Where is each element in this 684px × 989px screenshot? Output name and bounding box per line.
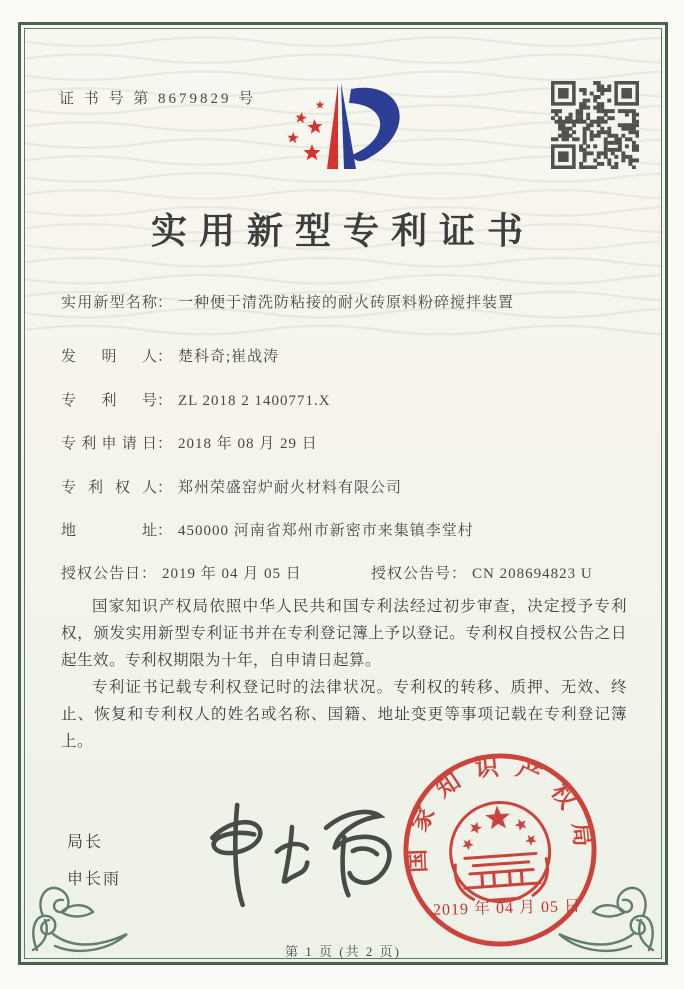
field-colon: ： bbox=[451, 566, 467, 582]
certificate-frame bbox=[18, 22, 668, 965]
seal-date: 2019 年 04 月 05 日 bbox=[432, 898, 582, 919]
field-value: 450000 河南省郑州市新密市来集镇李堂村 bbox=[178, 523, 474, 539]
page-footer: 第 1 页 (共 2 页) bbox=[285, 944, 401, 958]
field-colon: ： bbox=[157, 295, 173, 311]
certificate-inner-border bbox=[24, 28, 662, 959]
field-value: 一种便于清洗防粘接的耐火砖原料粉碎搅拌装置 bbox=[178, 295, 515, 311]
director-name: 申长雨 bbox=[67, 871, 122, 888]
certificate-title: 实用新型专利证书 bbox=[150, 211, 535, 251]
field-value: ZL 2018 2 1400771.X bbox=[178, 393, 331, 409]
field-colon: ： bbox=[157, 523, 173, 539]
field-colon: ： bbox=[141, 566, 157, 582]
field-label: 发明人 bbox=[61, 349, 157, 365]
field-colon: ： bbox=[157, 393, 173, 409]
field-row-patentee bbox=[61, 476, 631, 497]
field-value: 楚科奇;崔战涛 bbox=[178, 349, 280, 365]
grant-date-value: 2019 年 04 月 05 日 bbox=[162, 566, 302, 582]
grant-date-label: 授权公告日 bbox=[61, 566, 142, 582]
official-seal-icon bbox=[394, 744, 605, 955]
director-block bbox=[67, 829, 121, 903]
certificate-paper bbox=[25, 29, 661, 958]
field-colon: ： bbox=[157, 436, 173, 452]
field-row-name bbox=[61, 291, 631, 312]
director-title: 局长 bbox=[67, 834, 104, 851]
certificate-number: 证 书 号 第 8679829 号 bbox=[59, 91, 257, 107]
legal-paragraphs bbox=[61, 593, 627, 755]
field-label: 专利申请日 bbox=[61, 436, 157, 452]
field-label: 专利权人 bbox=[61, 480, 157, 496]
field-row-grant bbox=[61, 562, 631, 583]
director-signature bbox=[173, 787, 417, 925]
field-value: 郑州荣盛窑炉耐火材料有限公司 bbox=[178, 480, 403, 496]
field-colon: ： bbox=[157, 349, 173, 365]
field-row-filing-date bbox=[61, 432, 631, 453]
field-label: 实用新型名称 bbox=[61, 295, 157, 311]
cnipa-logo-icon bbox=[268, 73, 418, 191]
qr-code-icon bbox=[551, 81, 639, 169]
field-row-address bbox=[61, 519, 631, 540]
field-row-patent-no bbox=[61, 389, 631, 410]
paragraph-grant-statement: 国家知识产权局依照中华人民共和国专利法经过初步审查，决定授予专利权，颁发实用新型专利证书并在专利登记簿上予以登记。专利权自授权公告之日起生效。专利权期限为十年，自申请日起算。 bbox=[61, 598, 627, 669]
field-value: 2018 年 08 月 29 日 bbox=[178, 436, 318, 452]
field-colon: ： bbox=[157, 480, 173, 496]
grant-no-group bbox=[371, 562, 593, 583]
field-label: 专利号 bbox=[61, 393, 157, 409]
field-row-inventor bbox=[61, 345, 631, 366]
national-emblem bbox=[447, 799, 553, 905]
seal-ring-text: 国家知识产权局 bbox=[404, 753, 597, 874]
paragraph-register-statement: 专利证书记载专利权登记时的法律状况。专利权的转移、质押、无效、终止、恢复和专利权人的姓名或名称、国籍、地址变更等事项记载在专利登记簿上。 bbox=[61, 679, 627, 750]
grant-no-label: 授权公告号 bbox=[371, 566, 452, 582]
field-label: 地址 bbox=[61, 523, 157, 539]
grant-no-value: CN 208694823 U bbox=[472, 566, 593, 582]
